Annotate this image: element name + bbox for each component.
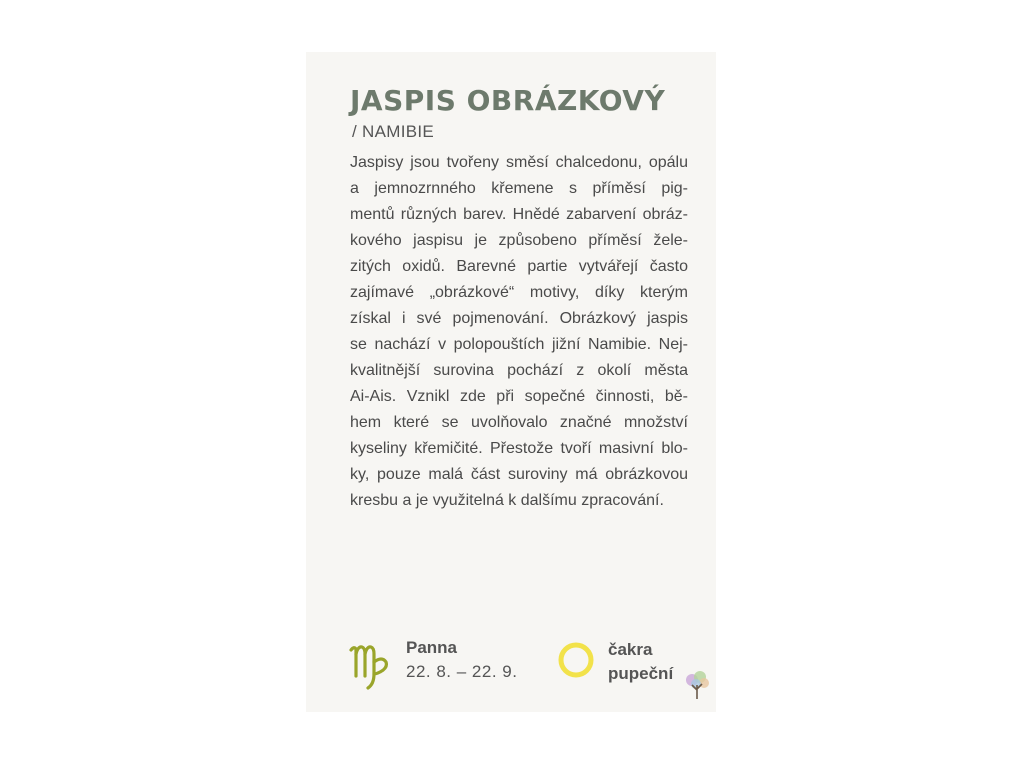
description-line: hem které se uvolňovalo značné množství bbox=[350, 414, 688, 431]
zodiac-sign-dates: 22. 8. – 22. 9. bbox=[406, 662, 518, 681]
description-line: kvalitnější surovina pochází z okolí města bbox=[350, 362, 688, 379]
virgo-icon bbox=[348, 640, 392, 692]
description-line: se nachází v polopouštích jižní Namibie. Nej- bbox=[350, 336, 688, 353]
description-line: a jemnozrnného křemene s příměsí pig- bbox=[350, 180, 688, 197]
description-line: získal i své pojmenování. Obrázkový jaspis bbox=[350, 310, 688, 327]
description-line: zajímavé „obrázkové“ motivy, díky kterým bbox=[350, 284, 688, 301]
description-line: kového jaspisu je způsobeno příměsí žele- bbox=[350, 232, 688, 249]
chakra-label-line2: pupeční bbox=[608, 664, 674, 683]
chakra-label-line1: čakra bbox=[608, 640, 653, 659]
origin-subtitle: / NAMIBIE bbox=[352, 122, 435, 141]
chakra-label bbox=[608, 638, 673, 686]
chakra-circle-icon bbox=[556, 640, 596, 680]
description-line: kresbu a je využitelná k dalšímu zpracování. bbox=[350, 492, 664, 509]
description-line: mentů různých barev. Hnědé zabarvení obráz- bbox=[350, 206, 688, 223]
tree-icon bbox=[680, 668, 714, 702]
page-title: JASPIS OBRÁZKOVÝ bbox=[350, 84, 666, 117]
description-line: kyseliny křemičité. Přestože tvoří masivní blo- bbox=[350, 440, 688, 457]
description-line: ky, pouze malá část suroviny má obrázkovou bbox=[350, 466, 688, 483]
description-line: Ai-Ais. Vznikl zde při sopečné činnosti, bě- bbox=[350, 388, 688, 405]
description-text bbox=[350, 150, 688, 514]
description-line: zitých oxidů. Barevné partie vytvářejí často bbox=[350, 258, 688, 275]
zodiac-sign-name: Panna bbox=[406, 638, 458, 657]
description-line: Jaspisy jsou tvořeny směsí chalcedonu, opálu bbox=[350, 154, 688, 171]
